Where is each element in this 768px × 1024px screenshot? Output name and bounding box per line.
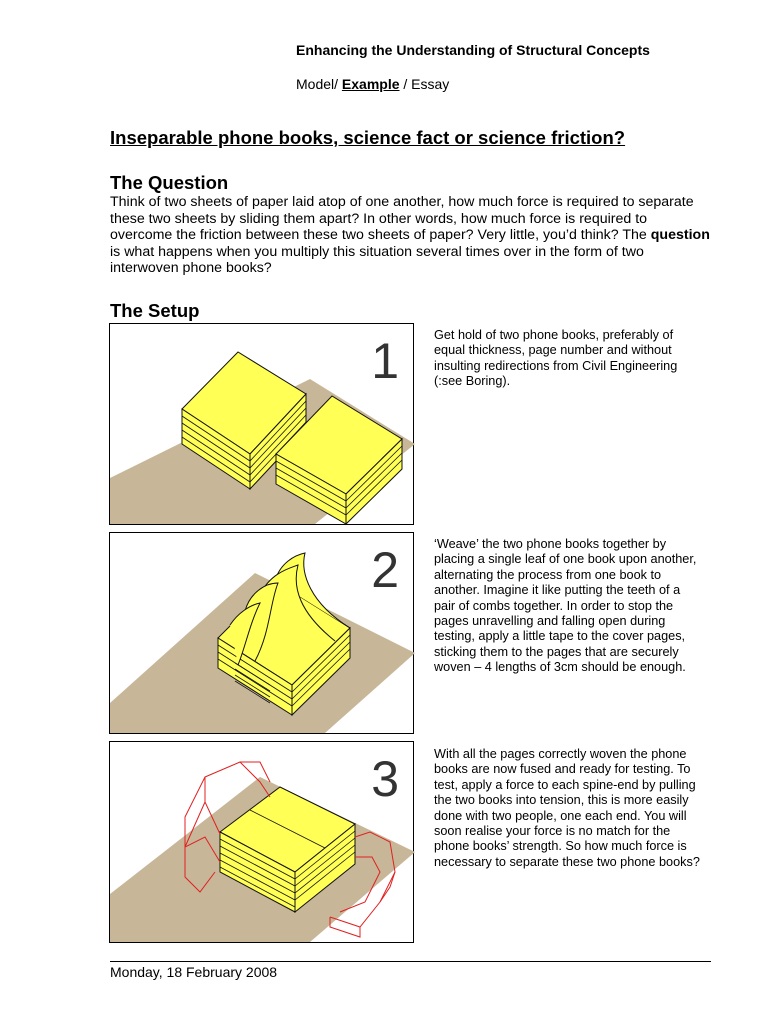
footer-date: Monday, 18 February 2008 — [110, 964, 278, 980]
step-2-number: 2 — [371, 542, 399, 598]
question-heading: The Question — [110, 172, 229, 193]
nav-model[interactable]: Model/ — [296, 76, 342, 92]
step-2-illustration — [109, 532, 414, 734]
question-body: Think of two sheets of paper laid atop of one another, how much force is required to separate these two sheets by sliding them apart? In other words, how much force is required to overcome the friction between these two sheets of paper? Very little, you’d think? The question is what happens when you multiply this situation several times over in the form of two interwoven phone books? — [110, 194, 710, 277]
step-3-number: 3 — [371, 751, 399, 807]
nav-essay[interactable]: / Essay — [399, 76, 450, 92]
step-3-illustration — [109, 741, 414, 943]
header-title: Enhancing the Understanding of Structural Concepts — [296, 42, 650, 58]
header-nav — [296, 76, 449, 92]
footer-divider — [110, 961, 711, 962]
document-title: Inseparable phone books, science fact or science friction? — [110, 127, 626, 148]
nav-example-active[interactable]: Example — [341, 76, 400, 92]
step-1-illustration — [109, 323, 414, 525]
step-1-number: 1 — [371, 333, 399, 389]
step-3-text: With all the pages correctly woven the phone books are now fused and ready for testing. To test, apply a force to each spine-end by pulling the two books into tension, this is more easily done with two people, one each end. You will soon realise your force is no match for the phone books’ strength. So how much force is necessary to separate these two phone books? — [434, 747, 700, 869]
step-2-text: ‘Weave’ the two phone books together by placing a single leaf of one book upon another, alternating the process from one book to another. Imagine it like putting the teeth of a pair of combs together. In order to stop the pages unravelling and falling open during testing, apply a little tape to the cover pages, sticking them to the pages that are securely woven – 4 lengths of 3cm should be enough. — [434, 537, 697, 675]
setup-heading: The Setup — [110, 300, 200, 321]
question-bold-word: question — [650, 227, 710, 244]
step-1-text: Get hold of two phone books, preferably of equal thickness, page number and without insulting redirections from Civil Engineering (:see Boring). — [434, 328, 678, 389]
